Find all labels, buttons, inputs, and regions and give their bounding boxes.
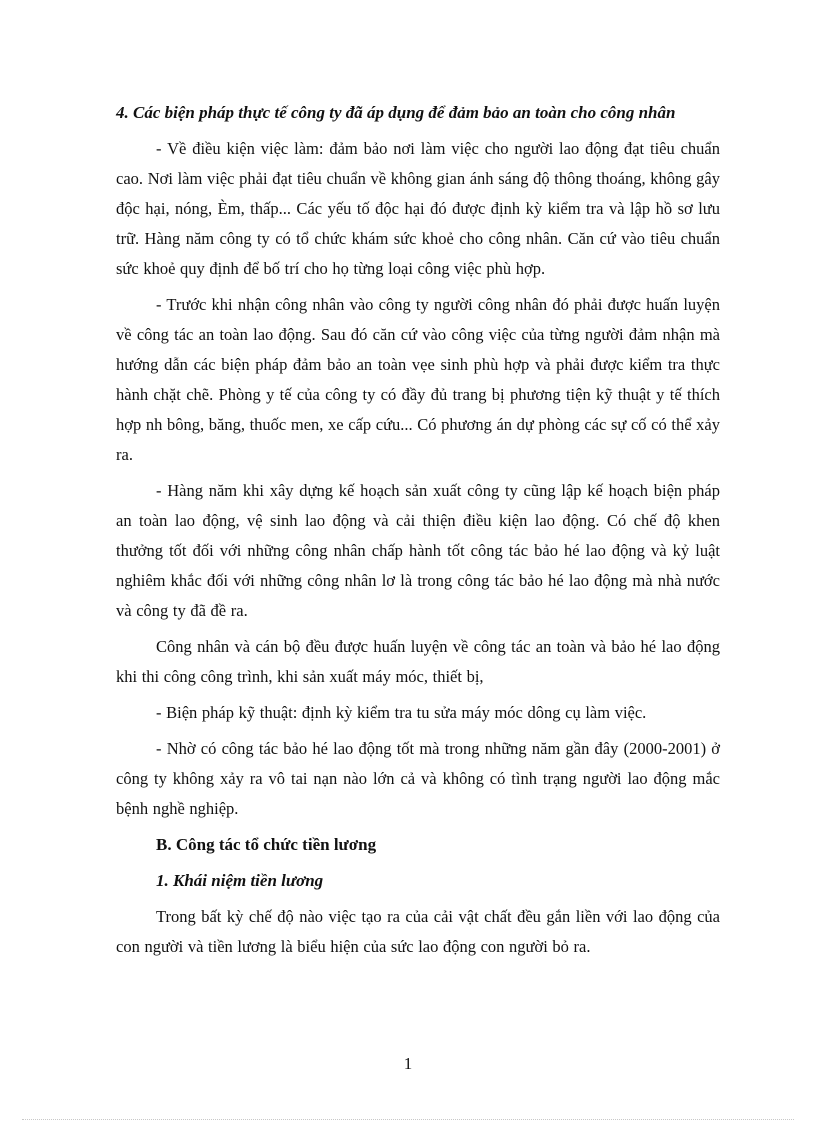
paragraph-training: - Trước khi nhận công nhân vào công ty người công nhân đó phải được huấn luyện về công tác an toàn lao động. Sau đó căn cứ vào công việc của từng người đảm nhận mà hướng dẫn các biện pháp đảm bảo an toàn vẹe sinh phù hợp và phải được kiểm tra thực hành chặt chẽ. Phòng y tế của công ty có đầy đủ trang bị phương tiện kỹ thuật y tế thích hợp nh bông, băng, thuốc men, xe cấp cứu... Có phương án dự phòng các sự cố có thể xảy ra. bbox=[116, 295, 720, 464]
page-content bbox=[116, 98, 720, 968]
paragraph-working-conditions: - Về điều kiện việc làm: đảm bảo nơi làm việc cho người lao động đạt tiêu chuẩn cao. Nơi làm việc phải đạt tiêu chuẩn về không gian ánh sáng độ thông thoáng, không gây độc hại, nóng, Èm, thấp... Các yếu tố độc hại đó được định kỳ kiểm tra và lập hồ sơ lưu trữ. Hàng năm công ty có tổ chức khám sức khoẻ cho công nhân. Căn cứ vào tiêu chuẩn sức khoẻ quy định để bố trí cho họ từng loại công việc phù hợp. bbox=[116, 139, 720, 278]
subsection-title: 1. Khái niệm tiền lương bbox=[156, 871, 324, 890]
paragraph-staff-training: Công nhân và cán bộ đều được huấn luyện về công tác an toàn và bảo hé lao động khi thi công công trình, khi sản xuất máy móc, thiết bị, bbox=[116, 637, 720, 686]
section-b-title: B. Công tác tổ chức tiền lương bbox=[156, 835, 377, 854]
paragraph-wage-concept: Trong bất kỳ chế độ nào việc tạo ra của cải vật chất đều gắn liền với lao động của con người và tiền lương là biểu hiện của sức lao động con người bỏ ra. bbox=[116, 907, 720, 956]
section-title: 4. Các biện pháp thực tế công ty đã áp dụng để đảm bảo an toàn cho công nhân bbox=[116, 103, 676, 122]
footer-divider bbox=[22, 1119, 794, 1120]
page-number: 1 bbox=[403, 1054, 413, 1073]
paragraph-technical-measures: - Biện pháp kỹ thuật: định kỳ kiểm tra tu sửa máy móc dông cụ làm việc. bbox=[156, 703, 647, 722]
paragraph-annual-plan: - Hàng năm khi xây dựng kế hoạch sản xuất công ty cũng lập kế hoạch biện pháp an toàn lao động, vệ sinh lao động và cải thiện điều kiện lao động. Có chế độ khen thưởng tốt đối với những công nhân chấp hành tốt công tác bảo hé lao động và kỷ luật nghiêm khắc đối với những công nhân lơ là trong công tác bảo hé lao động mà nhà nước và công ty đã đề ra. bbox=[116, 481, 720, 620]
paragraph-results: - Nhờ có công tác bảo hé lao động tốt mà trong những năm gần đây (2000-2001) ở công ty không xảy ra vô tai nạn nào lớn cả và không có tình trạng người lao động mắc bệnh nghề nghiệp. bbox=[116, 739, 720, 818]
